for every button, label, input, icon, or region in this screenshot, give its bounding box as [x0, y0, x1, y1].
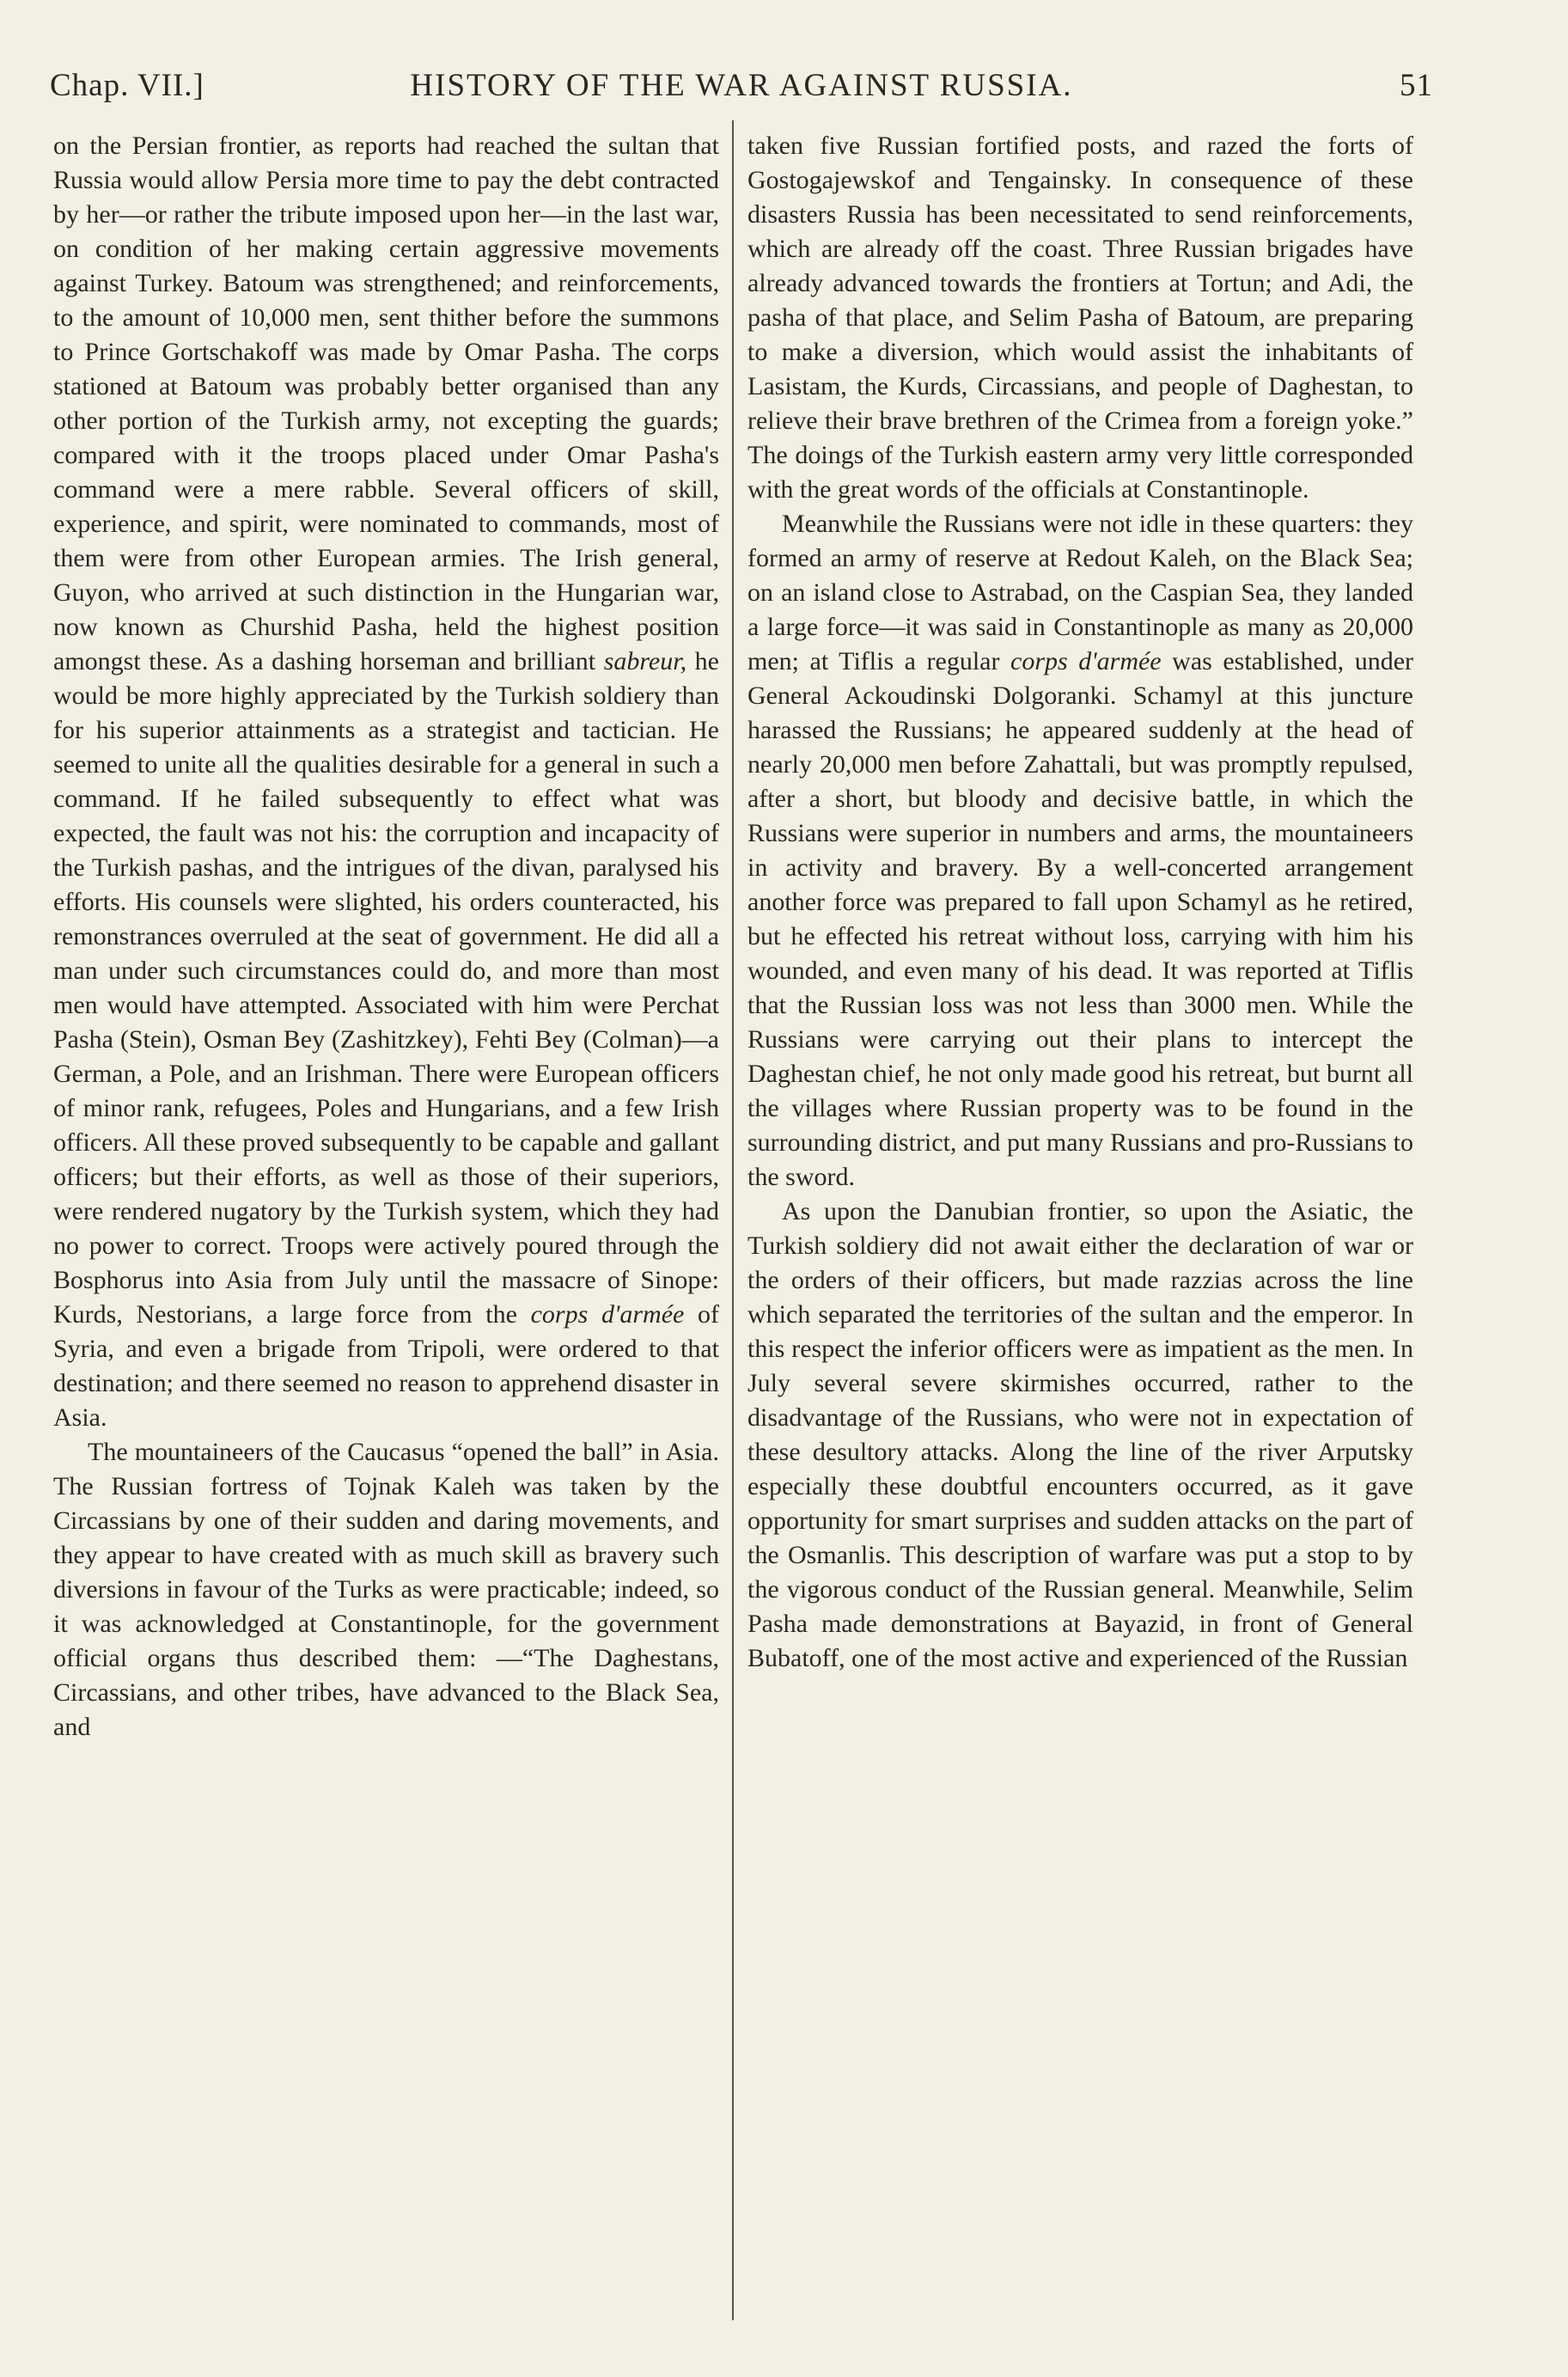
column-divider	[732, 120, 734, 2320]
text-run: he would be more highly appreciated by the Turkish soldiery than for his superior attainments as a strategist and tactician. He seemed to unite all the qualities desirable for a general in such a command. If he failed subsequently to effect what was expected, the fault was not his: the corruption and incapacity of the Turkish pashas, and the intrigues of the divan, paralysed his efforts. His counsels were slighted, his orders counteracted, his remonstrances overruled at the seat of government. He did all a man under such circumstances could do, and more than most men would have attempted. Associated with him were Perchat Pasha (Stein), Osman Bey (Zashitzkey), Fehti Bey (Colman)—a German, a Pole, and an Irishman. There were European officers of minor rank, refugees, Poles and Hungarians, and a few Irish officers. All these proved subsequently to be capable and gallant officers; but their efforts, as well as those of their superiors, were rendered nugatory by the Turkish system, which they had no power to correct. Troops were actively poured through the Bosphorus into Asia from July until the massacre of Sinope: Kurds, Nestorians, a large force from the	[53, 647, 719, 1329]
left-column	[53, 129, 719, 1745]
paragraph: taken five Russian fortified posts, and razed the forts of Gostogajewskof and Tengainsky. In consequence of these disasters Russia has been necessitated to send reinforcements, which are already off the coast. Three Russian brigades have already advanced towards the frontiers at Tortun; and Adi, the pasha of that place, and Selim Pasha of Batoum, are preparing to make a diversion, which would assist the inhabitants of Lasistam, the Kurds, Circassians, and people of Daghestan, to relieve their brave brethren of the Crimea from a foreign yoke.” The doings of the Turkish eastern army very little corresponded with the great words of the officials at Constantinople.	[747, 131, 1413, 504]
italic-term: corps d'armée	[530, 1300, 685, 1329]
paragraph	[747, 507, 1413, 1195]
paragraph	[53, 129, 719, 1435]
chapter-label: Chap. VII.]	[50, 68, 204, 103]
italic-term: corps d'armée	[1010, 647, 1162, 675]
paragraph: As upon the Danubian frontier, so upon the Asiatic, the Turkish soldiery did not await either the declaration of war or the orders of their officers, but made razzias across the line which separated the territories of the sultan and the emperor. In this respect the inferior officers were as impatient as the men. In July several severe skirmishes occurred, rather to the disadvantage of the Russians, who were not in expectation of these desultory attacks. Along the line of the river Arputsky especially these doubtful encounters occurred, as it gave opportunity for smart surprises and sudden attacks on the part of the Osmanlis. This description of warfare was put a stop to by the vigorous conduct of the Russian general. Meanwhile, Selim Pasha made demonstrations at Bayazid, in front of General Bubatoff, one of the most active and experienced of the Russian	[747, 1197, 1413, 1672]
text-run: of Syria, and even a brigade from Tripoli, were ordered to that destination; and there seemed no reason to apprehend disaster in Asia.	[53, 1300, 719, 1432]
page-number: 51	[1400, 68, 1433, 103]
right-column	[747, 129, 1413, 1676]
text-run: Meanwhile the Russians were not idle in these quarters: they formed an army of reserve at Redout Kaleh, on the Black Sea; on an island close to Astrabad, on the Caspian Sea, they landed a large force—it was said in Constantinople as many as 20,000 men; at Tiflis a regular	[747, 510, 1413, 675]
running-header	[50, 60, 1433, 112]
paragraph: The mountaineers of the Caucasus “opened the ball” in Asia. The Russian fortress of Tojnak Kaleh was taken by the Circassians by one of their sudden and daring movements, and they appear to have created with as much skill as bravery such diversions in favour of the Turks as were practicable; indeed, so it was acknowledged at Constantinople, for the government official organs thus described them: —“The Daghestans, Circassians, and other tribes, have advanced to the Black Sea, and	[53, 1438, 719, 1741]
running-title: HISTORY OF THE WAR AGAINST RUSSIA.	[410, 68, 1073, 103]
italic-term: sabreur,	[603, 647, 687, 675]
text-run: was established, under General Ackoudinski Dolgoranki. Schamyl at this juncture harassed the Russians; he appeared suddenly at the head of nearly 20,000 men before Zahattali, but was promptly repulsed, after a short, but bloody and decisive battle, in which the Russians were superior in numbers and arms, the mountaineers in activity and bravery. By a well-concerted arrangement another force was prepared to fall upon Schamyl as he retired, but he effected his retreat without loss, carrying with him his wounded, and even many of his dead. It was reported at Tiflis that the Russian loss was not less than 3000 men. While the Russians were carrying out their plans to intercept the Daghestan chief, he not only made good his retreat, but burnt all the villages where Russian property was to be found in the surrounding district, and put many Russians and pro-Russians to the sword.	[747, 647, 1414, 1191]
text-run: on the Persian frontier, as reports had reached the sultan that Russia would allow Persia more time to pay the debt contracted by her—or rather the tribute imposed upon her—in the last war, on condition of her making certain aggressive movements against Turkey. Batoum was strengthened; and reinforcements, to the amount of 10,000 men, sent thither before the summons to Prince Gortschakoff was made by Omar Pasha. The corps stationed at Batoum was probably better organised than any other portion of the Turkish army, not excepting the guards; compared with it the troops placed under Omar Pasha's command were a mere rabble. Several officers of skill, experience, and spirit, were nominated to commands, most of them were from other European armies. The Irish general, Guyon, who arrived at such distinction in the Hungarian war, now known as Churshid Pasha, held the highest position amongst these. As a dashing horseman and brilliant	[53, 131, 719, 675]
